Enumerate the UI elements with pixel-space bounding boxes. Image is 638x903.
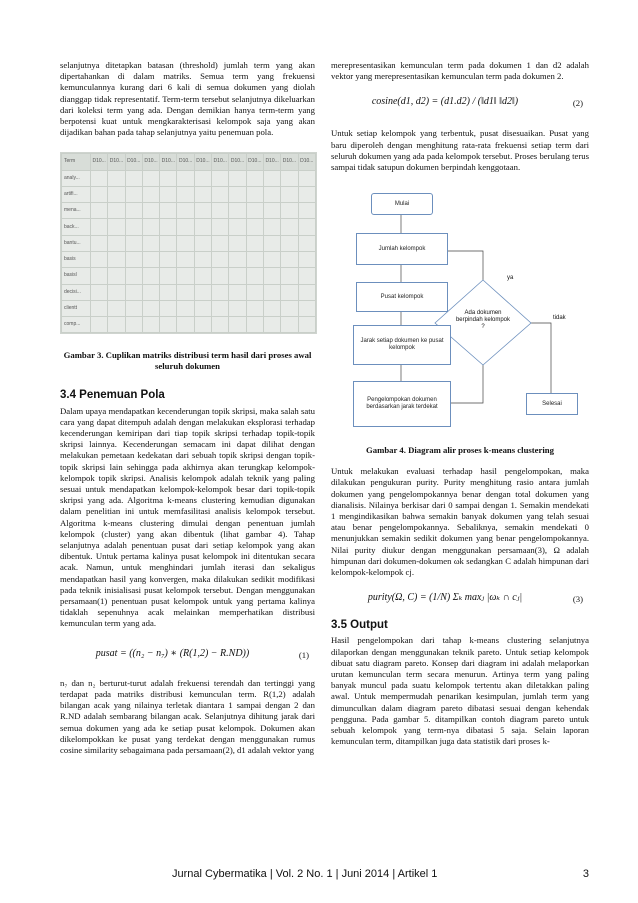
matrix-cell: [160, 235, 177, 251]
matrix-cell: [194, 235, 211, 251]
equation-3: [331, 584, 589, 612]
matrix-cell: [298, 186, 315, 202]
matrix-cell: [246, 235, 263, 251]
flow-jumlah-kelompok: Jumlah kelompok: [356, 233, 448, 265]
matrix-cell: [246, 284, 263, 300]
matrix-cell: [281, 317, 298, 333]
matrix-cell: [160, 170, 177, 186]
equation-3-formula: purity(Ω, C) = (1/N) Σₖ maxⱼ |ωₖ ∩ cⱼ|: [367, 592, 523, 604]
matrix-cell: [212, 219, 229, 235]
matrix-cell: [281, 284, 298, 300]
matrix-cell: [229, 252, 246, 268]
matrix-row: [62, 268, 316, 284]
matrix-cell: [263, 317, 280, 333]
matrix-cell: [160, 219, 177, 235]
equation-1-number: (1): [298, 649, 309, 660]
flow-end: Selesai: [526, 393, 578, 415]
matrix-row-label: artifi...: [62, 186, 91, 202]
figure4-caption: Gambar 4. Diagram alir proses k-means clustering: [366, 445, 554, 456]
matrix-cell: [177, 268, 194, 284]
matrix-cell: [194, 219, 211, 235]
matrix-cell: [177, 170, 194, 186]
matrix-cell: [298, 170, 315, 186]
matrix-cell: [229, 186, 246, 202]
matrix-cell: [281, 203, 298, 219]
matrix-cell: [142, 235, 159, 251]
matrix-row-label: decisi...: [62, 284, 91, 300]
matrix-cell: [91, 284, 108, 300]
matrix-cell: [263, 235, 280, 251]
matrix-row: [62, 235, 316, 251]
matrix-cell: [142, 317, 159, 333]
flow-jarak-dokumen: Jarak setiap dokumen ke pusat kelompok: [353, 325, 451, 365]
matrix-header-cell: D10...: [229, 154, 246, 170]
matrix-cell: [263, 300, 280, 316]
matrix-cell: [229, 300, 246, 316]
matrix-cell: [91, 252, 108, 268]
matrix-cell: [108, 268, 125, 284]
matrix-cell: [125, 170, 142, 186]
matrix-cell: [125, 252, 142, 268]
matrix-cell: [108, 186, 125, 202]
matrix-cell: [160, 284, 177, 300]
matrix-cell: [125, 284, 142, 300]
matrix-cell: [298, 268, 315, 284]
variables-paragraph: n₇ dan n₂ berturut-turut adalah frekuensi terendah dan tertinggi yang terdapat pada matriks distribusi kemunculan term. R(1,2) adalah bilangan acak yang nilainya terletak diantara 1 sampai dengan 2 dan R.ND adalah sembarang bilangan acak. Selanjutnya dihitung jarak dari semua dokumen yang ada ke setiap pusat kelompok. Dokumen akan dikelompokkan ke pusat yang terdekat dengan menggunakan rumus cosine similarity sebagaimana pada persamaan(2), d1 adalah vektor yang: [60, 677, 315, 755]
matrix-cell: [142, 252, 159, 268]
matrix-cell: [125, 186, 142, 202]
matrix-cell: [142, 300, 159, 316]
equation-2-formula: cosine(d1, d2) = (d1.d2) / (‖d1‖ ‖d2‖): [371, 96, 519, 108]
matrix-row: [62, 252, 316, 268]
matrix-cell: [229, 235, 246, 251]
matrix-cell: [91, 300, 108, 316]
matrix-header-cell: D10...: [108, 154, 125, 170]
matrix-cell: [263, 284, 280, 300]
matrix-header-cell: D10...: [298, 154, 315, 170]
matrix-header-cell: D10...: [212, 154, 229, 170]
matrix-cell: [142, 219, 159, 235]
equation-2: [331, 88, 589, 118]
matrix-cell: [142, 170, 159, 186]
matrix-cell: [281, 300, 298, 316]
matrix-cell: [246, 252, 263, 268]
matrix-row: [62, 300, 316, 316]
matrix-cell: [298, 219, 315, 235]
matrix-cell: [91, 219, 108, 235]
matrix-cell: [91, 268, 108, 284]
matrix-cell: [194, 170, 211, 186]
matrix-cell: [263, 252, 280, 268]
matrix-header-cell: D10...: [142, 154, 159, 170]
matrix-cell: [177, 203, 194, 219]
matrix-cell: [125, 268, 142, 284]
matrix-row-label: clientt: [62, 300, 91, 316]
matrix-cell: [212, 170, 229, 186]
page-number: 3: [582, 868, 589, 880]
matrix-cell: [246, 317, 263, 333]
matrix-cell: [246, 268, 263, 284]
flow-no-label: tidak: [553, 315, 566, 322]
matrix-cell: [125, 300, 142, 316]
left-column: [60, 60, 315, 756]
matrix-header-row: [62, 154, 316, 170]
matrix-cell: [177, 219, 194, 235]
matrix-cell: [125, 235, 142, 251]
matrix-cell: [108, 219, 125, 235]
matrix-cell: [298, 284, 315, 300]
matrix-cell: [194, 284, 211, 300]
matrix-cell: [194, 317, 211, 333]
section-3-5-heading: 3.5 Output: [331, 619, 388, 632]
journal-citation: Jurnal Cybermatika | Vol. 2 No. 1 | Juni 2014 | Artikel 1: [172, 868, 438, 880]
matrix-cell: [91, 235, 108, 251]
matrix-header-cell: D10...: [160, 154, 177, 170]
matrix-row-label: mena...: [62, 203, 91, 219]
matrix-row: [62, 284, 316, 300]
matrix-row-label: basis: [62, 252, 91, 268]
matrix-cell: [281, 252, 298, 268]
matrix-header-cell: D10...: [263, 154, 280, 170]
matrix-header-cell: Term: [62, 154, 91, 170]
penemuan-pola-paragraph: Dalam upaya mendapatkan kecenderungan topik skripsi, maka salah satu cara yang dapat ditempuh adalah dengan melakukan eksplorasi terhadap kecenderungan kemiripan dari tiap topik skripsi terhadap topik-topik skripsi lainnya. Kecenderungan semacam ini dapat dilihat dengan melakukan pemetaan kedekatan dari sebuah topik skripsi dengan topik-topik skripsi lain sehingga pada akhirnya akan terungkap kelompok-kelompok topik skripsi. Analisis kelompok adalah teknik yang paling sesuai untuk mendapatkan kelompok-kelompok besar dari topik-topik skripsi yang ada. Algoritma k-means clustering kemudian digunakan dalam penelitian ini untuk memfasilitasi analisis kelompok tersebut. Algoritma k-means clustering dimulai dengan penentuan jumlah kelompok (cluster) yang akan dibentuk (lihat gambar 4). Tahap selanjutnya adalah penentuan pusat dari setiap kelompok yang akan dibentuk. Untuk pertama kalinya pusat kelompok ini ditentukan secara acak. Namun, untuk menghindari jumlah iterasi dan sekaligus mendapatkan hasil yang konvergen, maka dilakukan sedikit modifikasi pada teknik inisialisasi pusat kelompok tersebut. Dengan menggunakan persamaan(1) penentuan pusat kelompok untuk yang pertama kalinya tidaklah sepenuhnya acak melainkan memperhatikan distribusi kemunculan term yang ada.: [60, 405, 315, 629]
flow-pusat-kelompok: Pusat kelompok: [356, 282, 448, 312]
matrix-cell: [91, 203, 108, 219]
matrix-cell: [212, 235, 229, 251]
matrix-cell: [160, 317, 177, 333]
vector-paragraph: merepresentasikan kemunculan term pada dokumen 1 dan d2 adalah vektor yang merepresentasikan kemunculan term pada dokumen 2.: [331, 60, 589, 82]
term-matrix-figure: [60, 152, 317, 334]
matrix-cell: [194, 268, 211, 284]
matrix-cell: [298, 252, 315, 268]
matrix-cell: [160, 268, 177, 284]
matrix-cell: [281, 219, 298, 235]
matrix-cell: [298, 300, 315, 316]
matrix-cell: [212, 268, 229, 284]
matrix-cell: [229, 219, 246, 235]
matrix-cell: [281, 268, 298, 284]
matrix-cell: [142, 186, 159, 202]
pusat-paragraph: Untuk setiap kelompok yang terbentuk, pusat disesuaikan. Pusat yang baru diperoleh dengan menghitung rata-rata frekuensi setiap term dari seluruh dokumen yang ada pada kelompok tersebut. Proses berulang terus sampai tidak satupun dokumen berpindah kenggotaan.: [331, 128, 589, 173]
matrix-cell: [246, 170, 263, 186]
matrix-cell: [108, 300, 125, 316]
matrix-cell: [246, 300, 263, 316]
matrix-cell: [246, 203, 263, 219]
matrix-cell: [108, 170, 125, 186]
flow-yes-label: ya: [507, 275, 514, 282]
matrix-row-label: analy...: [62, 170, 91, 186]
matrix-cell: [177, 300, 194, 316]
term-matrix-table: [61, 153, 316, 333]
flow-pengelompokan: Pengelompokan dokumen berdasarkan jarak terdekat: [353, 381, 451, 427]
matrix-cell: [91, 186, 108, 202]
output-paragraph: Hasil pengelompokan dari tahap k-means clustering selanjutnya dilaporkan dengan menggunakan teknik pareto. Untuk setiap kelompok dibuat satu diagram pareto. Konsep dari diagram ini adalah melaporkan urutan kemunculan term secara menurun. Artinya term yang paling banyak muncul pada suatu kelompok tertentu akan diletakkan paling awal. Untuk mempermudah penarikan kesimpulan, jumlah term yang dimunculkan dalam diagram pareto dibatasi sesuai dengan kehendak pengguna. Pada gambar 5. ditampilkan contoh diagram pareto untuk sebuah kelompok yang term-nya dibatasi 5 saja. Selain laporan kemunculan term, ditampilkan juga data statistik dari proses k-: [331, 635, 589, 747]
matrix-cell: [108, 235, 125, 251]
matrix-cell: [298, 317, 315, 333]
matrix-cell: [212, 203, 229, 219]
matrix-cell: [160, 300, 177, 316]
matrix-cell: [142, 268, 159, 284]
matrix-cell: [281, 186, 298, 202]
matrix-cell: [298, 235, 315, 251]
matrix-row-label: comp...: [62, 317, 91, 333]
matrix-row: [62, 186, 316, 202]
matrix-cell: [108, 284, 125, 300]
equation-2-number: (2): [572, 98, 583, 109]
matrix-cell: [263, 219, 280, 235]
matrix-row-label: basisl: [62, 268, 91, 284]
matrix-cell: [212, 284, 229, 300]
matrix-cell: [212, 300, 229, 316]
matrix-cell: [125, 219, 142, 235]
matrix-cell: [263, 268, 280, 284]
matrix-row: [62, 170, 316, 186]
purity-paragraph: Untuk melakukan evaluasi terhadap hasil pengelompokan, maka dilakukan pengukuran purity. Purity menghitung rasio antara jumlah dokumen yang pengelompokannya benar dengan total dokumen yang dianalisis. Nilainya berkisar dari 0 sampai dengan 1. Semakin mendekati 1 mengindikasikan bahwa semakin banyak dokumen yang telah sesuai atau benar pengelompokannya. Sebaliknya, semakin mendekati 0 menunjukkan semakin sedikit dokumen yang benar pengelompokannya. Nilai purity diukur dengan menggunakan persamaan(3), Ω adalah himpunan dari dokumen-dokumen ωk sedangkan C adalah himpunan dari kelompok-kelompok cj.: [331, 466, 589, 578]
flow-decision-label: Ada dokumen berpindah kelompok ?: [455, 310, 511, 331]
matrix-cell: [263, 203, 280, 219]
matrix-cell: [263, 186, 280, 202]
matrix-cell: [108, 252, 125, 268]
matrix-cell: [125, 317, 142, 333]
flow-start: Mulai: [371, 193, 433, 215]
matrix-cell: [281, 170, 298, 186]
matrix-row: [62, 317, 316, 333]
equation-1: [60, 640, 315, 670]
intro-paragraph: selanjutnya ditetapkan batasan (threshold) jumlah term yang akan dipertahankan di dalam matriks. Semua term yang frekuensi kemunculannya kurang dari 6 kali di semua dokumen yang diolah dianggap tidak representatif. Term-term tersebut selanjutnya dikeluarkan dari koleksi term yang ada. Dengan demikian hanya term-term yang berpotensi kuat untuk mengkarakterisasi kelompok saja yang akan dijadikan bahan pada tahap selanjutnya yaitu penemuan pola.: [60, 60, 315, 138]
matrix-cell: [160, 186, 177, 202]
matrix-cell: [212, 186, 229, 202]
matrix-header-cell: D10...: [246, 154, 263, 170]
matrix-header-cell: D10...: [281, 154, 298, 170]
matrix-cell: [281, 235, 298, 251]
matrix-cell: [108, 203, 125, 219]
right-column: [331, 60, 589, 747]
matrix-cell: [177, 186, 194, 202]
matrix-cell: [142, 203, 159, 219]
matrix-cell: [177, 252, 194, 268]
matrix-cell: [229, 268, 246, 284]
matrix-row-label: back...: [62, 219, 91, 235]
matrix-cell: [108, 317, 125, 333]
matrix-header-cell: D10...: [91, 154, 108, 170]
matrix-cell: [298, 203, 315, 219]
matrix-cell: [142, 284, 159, 300]
matrix-cell: [194, 252, 211, 268]
matrix-header-cell: D10...: [177, 154, 194, 170]
matrix-cell: [160, 252, 177, 268]
matrix-cell: [229, 203, 246, 219]
matrix-cell: [194, 203, 211, 219]
matrix-cell: [212, 317, 229, 333]
matrix-row: [62, 219, 316, 235]
matrix-row: [62, 203, 316, 219]
matrix-cell: [212, 252, 229, 268]
equation-1-formula: pusat = ((n₂ − n₇) ∗ (R(1,2) − R.ND)): [95, 647, 250, 659]
matrix-cell: [246, 219, 263, 235]
equation-3-number: (3): [572, 594, 583, 605]
matrix-cell: [194, 186, 211, 202]
matrix-cell: [177, 235, 194, 251]
matrix-cell: [177, 284, 194, 300]
matrix-cell: [229, 170, 246, 186]
matrix-header-cell: D10...: [125, 154, 142, 170]
kmeans-flowchart: [331, 185, 589, 443]
matrix-cell: [177, 317, 194, 333]
matrix-cell: [246, 186, 263, 202]
matrix-cell: [263, 170, 280, 186]
figure3-caption: Gambar 3. Cuplikan matriks distribusi term hasil dari proses awal seluruh dokumen: [63, 350, 312, 372]
matrix-cell: [160, 203, 177, 219]
matrix-cell: [229, 284, 246, 300]
section-3-4-heading: 3.4 Penemuan Pola: [60, 389, 165, 402]
matrix-cell: [194, 300, 211, 316]
matrix-header-cell: D10...: [194, 154, 211, 170]
matrix-cell: [125, 203, 142, 219]
matrix-cell: [91, 170, 108, 186]
matrix-row-label: bantu...: [62, 235, 91, 251]
matrix-cell: [91, 317, 108, 333]
matrix-cell: [229, 317, 246, 333]
